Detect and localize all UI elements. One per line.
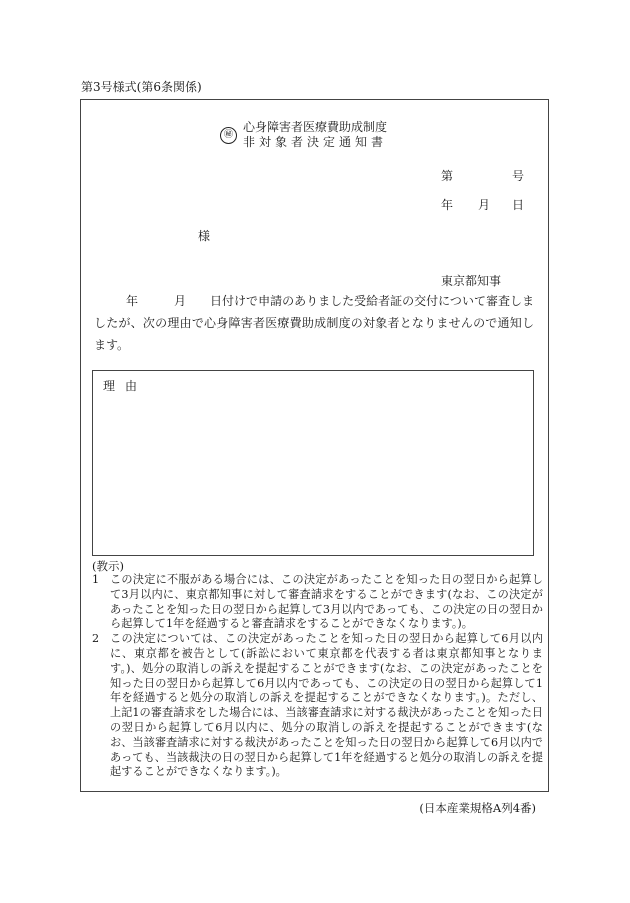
notification-body [94,290,534,356]
reason-box [92,370,534,556]
issuer-name: 東京都知事 [441,274,502,288]
date-month: 月 [478,198,491,212]
notice-item-text: この決定に不服がある場合には、この決定があったことを知った日の翌日から起算して3月以内に、東京都知事に対して審査請求をすることができます(なお、この決定があったことを知った日の翌日から起算して3月以内であっても、この決定の日の翌日から起算して1年を経過すると審査請求をすることができなくなります。)。 [110,573,543,631]
reason-label: 理由 [103,379,148,393]
body-month: 月 [174,294,187,308]
confidential-seal-icon: ㊙ [220,127,237,144]
title-line-1: 心身障害者医療費助成制度 [243,120,388,134]
notice-item-number: 1 [92,573,100,586]
title-line-2: 非対象者決定通知書 [243,135,388,149]
doc-number-suffix: 号 [512,169,525,183]
notice-item [92,573,543,632]
paper-size-note: (日本産業規格A列4番) [419,801,536,815]
date-day: 日 [512,198,525,212]
notice-item-number: 2 [92,632,100,646]
notice-item [92,632,543,780]
body-text: 日付けで申請のありました受給者証の交付について審査しましたが、次の理由で心身障害者医療費助成制度の対象者となりませんので通知します。 [94,294,534,352]
notice-heading: (教示) [92,559,124,573]
notice-list [92,573,543,780]
document-title [220,120,387,150]
doc-number-prefix: 第 [441,169,454,183]
notice-item-text: この決定については、この決定があったことを知った日の翌日から起算して6月以内に、東京都を被告として(訴訟において東京都を代表する者は東京都知事となります。)、処分の取消しの訴えを提起することができます(なお、この決定があったことを知った日の翌日から起算して6月以内であっても、この決定の日の翌日から起算して1年を経過すると処分の取消しの訴えを提起することができなくなります。)。ただし、上記1の審査請求をした場合には、当該審査請求に対する裁決があったことを知った日の翌日から起算して6月以内に、処分の取消しの訴えを提起することができます(なお、当該審査請求に対する裁決があったことを知った日の翌日から起算して6月以内であっても、当該裁決の日の翌日から起算して1年を経過すると処分の取消しの訴えを提起することができなくなります。)。 [110,632,543,779]
body-year: 年 [126,294,139,308]
date-year: 年 [441,198,454,212]
form-number-label: 第3号様式(第6条関係) [81,80,202,94]
recipient-honorific: 様 [198,229,211,243]
